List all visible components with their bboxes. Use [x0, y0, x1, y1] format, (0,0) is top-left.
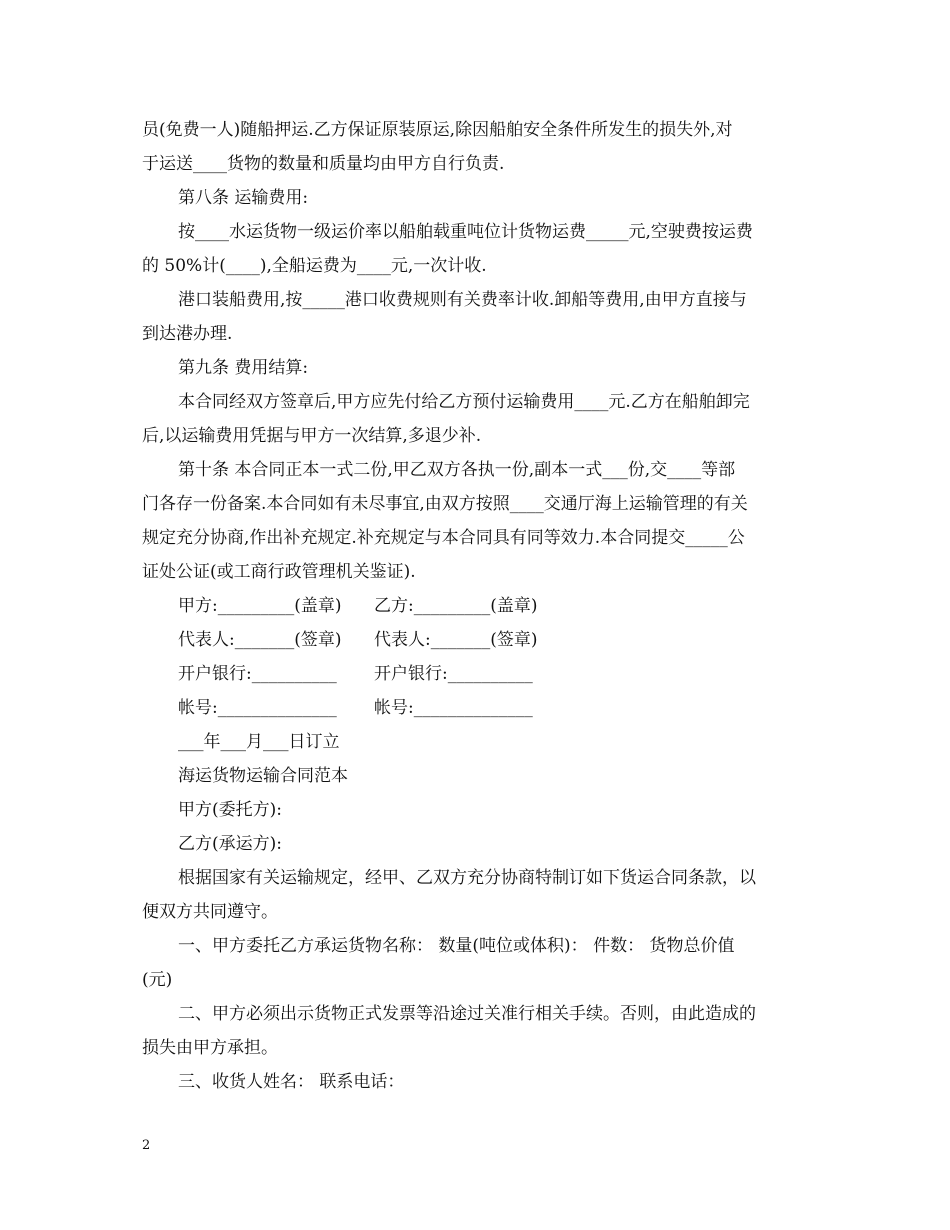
text-line: 根据国家有关运输规定，经甲、乙双方充分协商特制订如下货运合同条款，以	[178, 868, 756, 888]
text-line: 证处公证(或工商行政管理机关鉴证).	[142, 562, 416, 582]
signature-row	[142, 589, 810, 623]
text-line: 二、甲方必须出示货物正式发票等沿途过关准行相关手续。否则，由此造成的	[178, 1004, 756, 1024]
text-line: 乙方(承运方):	[178, 834, 282, 854]
signature-row	[142, 691, 810, 725]
party-a-field: 代表人:_______(签章)	[178, 630, 342, 650]
text-line: 员(免费一人)随船押运.乙方保证原装原运,除因船舶安全条件所发生的损失外,对	[142, 120, 733, 140]
date-line: ___年___月___日订立	[178, 732, 340, 752]
party-b-field: 乙方:_________(盖章)	[374, 596, 538, 616]
text-line: 后,以运输费用凭据与甲方一次结算,多退少补.	[142, 426, 482, 446]
text-line: 损失由甲方承担。	[142, 1038, 278, 1058]
contract-clauses-section	[142, 113, 810, 589]
party-b-field: 开户银行:__________	[374, 664, 533, 684]
text-line: (元)	[142, 970, 173, 990]
text-line: 便双方共同遵守。	[142, 902, 278, 922]
page-number: 2	[142, 1138, 151, 1153]
text-line: 港口装船费用,按_____港口收费规则有关费率计收.卸船等费用,由甲方直接与	[178, 290, 747, 310]
text-line: 第十条 本合同正本一式二份,甲乙双方各执一份,副本一式___份,交____等部	[178, 460, 736, 480]
text-line: 甲方(委托方):	[178, 800, 282, 820]
text-line: 第九条 费用结算:	[178, 358, 309, 378]
signature-row	[142, 623, 810, 657]
party-a-field: 帐号:______________	[178, 698, 337, 718]
text-line: 第八条 运输费用:	[178, 188, 309, 208]
text-line: 按____水运货物一级运价率以船舶载重吨位计货物运费_____元,空驶费按运费	[178, 222, 753, 242]
text-line: 规定充分协商,作出补充规定.补充规定与本合同具有同等效力.本合同提交_____公	[142, 528, 745, 548]
party-b-field: 帐号:______________	[374, 698, 533, 718]
party-a-field: 开户银行:__________	[178, 664, 337, 684]
text-line: 门各存一份备案.本合同如有未尽事宜,由双方按照____交通厅海上运输管理的有关	[142, 494, 748, 514]
text-line: 海运货物运输合同范本	[178, 766, 348, 786]
signature-block	[142, 589, 810, 725]
text-line: 的 50%计(____),全船运费为____元,一次计收.	[142, 256, 487, 276]
signature-row	[142, 657, 810, 691]
contract-template-section	[142, 759, 810, 1099]
text-line: 于运送____货物的数量和质量均由甲方自行负责.	[142, 154, 505, 174]
text-line: 一、甲方委托乙方承运货物名称： 数量(吨位或体积)： 件数： 货物总价值	[178, 936, 735, 956]
document-body	[142, 113, 810, 1099]
text-line: 到达港办理.	[142, 324, 233, 344]
party-b-field: 代表人:_______(签章)	[374, 630, 538, 650]
text-line: 本合同经双方签章后,甲方应先付给乙方预付运输费用____元.乙方在船舶卸完	[178, 392, 750, 412]
party-a-field: 甲方:_________(盖章)	[178, 596, 342, 616]
text-line: 三、收货人姓名： 联系电话：	[178, 1072, 405, 1092]
